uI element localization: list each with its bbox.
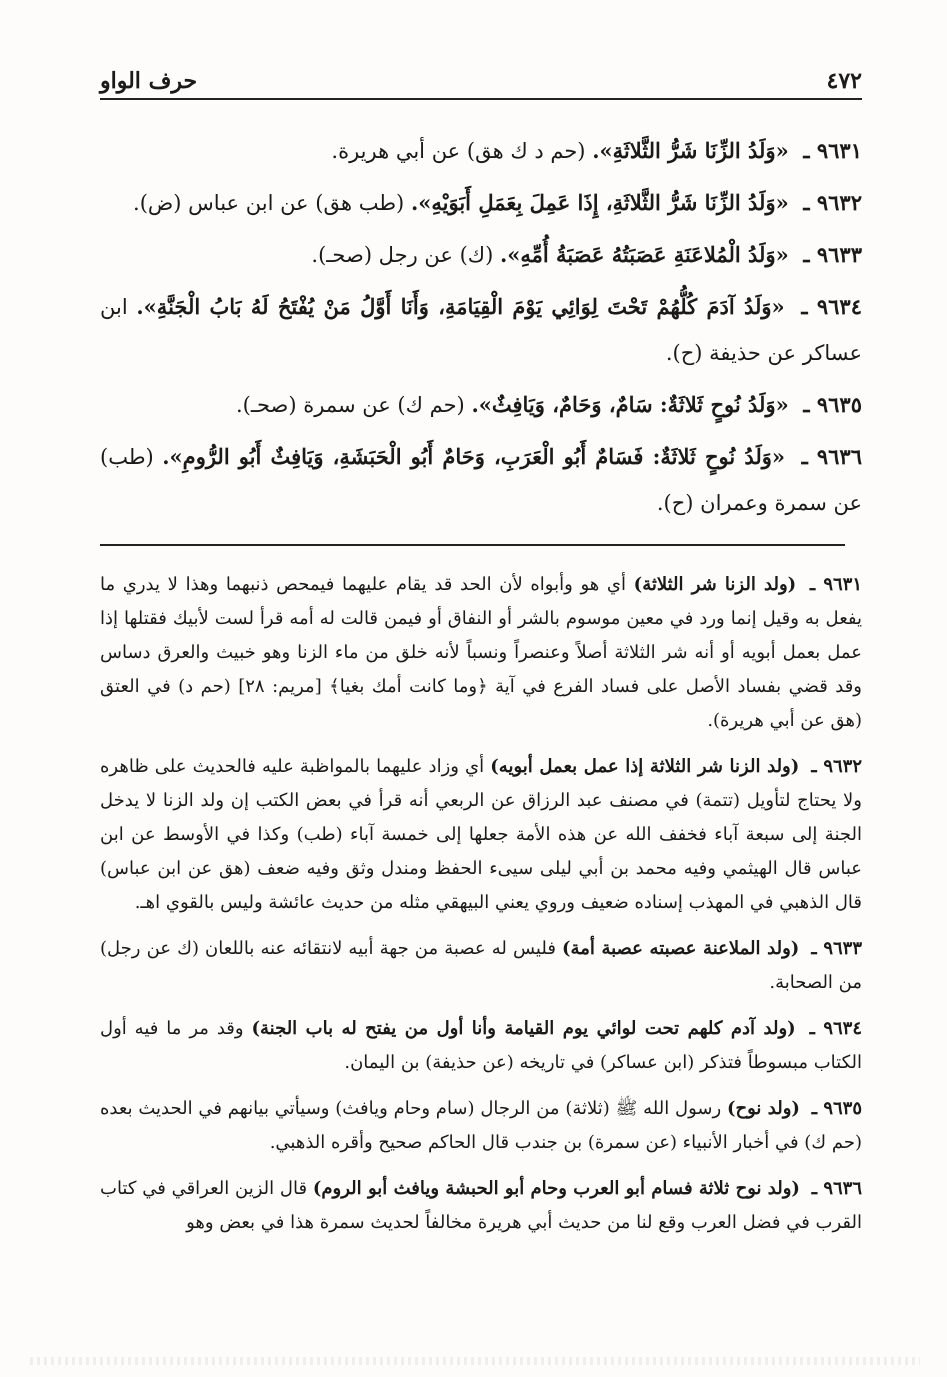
hadith-text: «وَلَدُ نُوحٍ ثَلاثَةٌ: فَسَامٌ أَبُو الْعَرَبِ، وَحَامٌ أَبُو الْحَبَشَةِ، وَيَافِثٌ أَبُو الرُّومِ».: [162, 444, 786, 469]
note-number: ٩٦٣١ ـ: [809, 574, 862, 595]
scan-artifact: [30, 1357, 920, 1365]
hadith-entry: [100, 180, 862, 226]
hadith-entry: [100, 434, 862, 526]
commentary-note: [100, 1092, 862, 1160]
note-lemma: (ولد الملاعنة عصبته عصبة أمة): [562, 938, 800, 959]
note-lemma: (ولد الزنا شر الثلاثة إذا عمل بعمل أبويه): [490, 756, 800, 777]
note-text: رسول الله ﷺ (ثلاثة) من الرجال (سام وحام ويافث) وسيأتي بيانهم في الحديث بعده (حم ك) في أخبار الأنبياء (عن سمرة) بن جندب قال الحاكم صحيح وأقره الذهبي.: [100, 1098, 862, 1153]
note-lemma: (ولد آدم كلهم تحت لوائي يوم القيامة وأنا أول من يفتح له باب الجنة): [251, 1018, 796, 1039]
hadith-number: ٩٦٣٤ ـ: [801, 294, 862, 319]
hadith-text: «وَلَدُ الْمُلاعَنَةِ عَصَبَتُهُ عَصَبَةُ أُمِّهِ».: [499, 242, 789, 267]
hadith-source: (طب هق) عن ابن عباس (ض).: [133, 191, 405, 215]
hadith-source: ابن عساكر عن حذيفة (ح).: [100, 295, 862, 365]
hadith-entry: [100, 232, 862, 278]
note-text: أي هو وأبواه لأن الحد قد يقام عليهما فيمحص ذنبهما وهذا لا يدري ما يفعل به وقيل إنما ورد في معين موسوم بالشر أو النفاق أو فيمن قالت له أمه قرأ لست لأبيك فقتلها إذا عمل بعمل أبويه أو أنه شر الثلاثة أصلاً وعنصراً ونسباً لأنه خلق من ماء الزنا وهو خبيث والعرق دساس وقد قضي بفساد الأصل على فساد الفرع في آية ﴿وما كانت أمك بغيا﴾ [مريم: ٢٨] (حم د) في العتق (هق عن أبي هريرة).: [100, 574, 863, 731]
hadith-list: [100, 128, 862, 526]
commentary-notes: [100, 568, 862, 1240]
note-text: فليس له عصبة من جهة أبيه لانتقائه عنه باللعان (ك عن رجل) من الصحابة.: [100, 938, 862, 993]
hadith-source: (حم ك) عن سمرة (صحـ).: [235, 393, 465, 417]
hadith-source: (ك) عن رجل (صحـ).: [311, 243, 494, 267]
note-text: أي وزاد عليهما بالمواظبة عليه فالحديث على ظاهره ولا يحتاج لتأويل (تتمة) في مصنف عبد الرزاق عن الربعي أنه قرأ في بعض الكتب إن ولد الزنا لا يدخل الجنة إلى سبعة آباء فخفف الله عن هذه الأمة جعلها إلى خمسة آباء (طب) وكذا في الأوسط عن ابن عباس قال الهيثمي وفيه محمد بن أبي ليلى سيىء الحفظ ومندل وثق وفيه ضعف (هق عن ابن عباس) قال الذهبي في المهذب إسناده ضعيف وروي يعني البيهقي مثله من حديث عائشة وليس بالقوي اهـ.: [100, 756, 862, 913]
footnote-divider: [100, 544, 845, 546]
hadith-number: ٩٦٣٢ ـ: [803, 190, 862, 215]
commentary-note: [100, 750, 862, 920]
note-text: قال الزين العراقي في كتاب القرب في فضل العرب وقع لنا من حديث أبي هريرة مخالفاً لحديث سمرة هذا في بعض وهو: [100, 1178, 862, 1233]
hadith-source: (حم د ك هق) عن أبي هريرة.: [331, 139, 586, 163]
page-header: [100, 60, 862, 100]
commentary-note: [100, 1012, 862, 1080]
note-lemma: (ولد نوح ثلاثة فسام أبو العرب وحام أبو الحبشة ويافث أبو الروم): [312, 1178, 800, 1199]
hadith-source: (طب) عن سمرة وعمران (ح).: [100, 445, 862, 515]
hadith-number: ٩٦٣١ ـ: [803, 138, 862, 163]
hadith-number: ٩٦٣٥ ـ: [803, 392, 862, 417]
page-number: ٤٧٢: [826, 68, 862, 94]
book-page: [100, 60, 862, 1252]
note-text: وقد مر ما فيه أول الكتاب مبسوطاً فتذكر (ابن عساكر) في تاريخه (عن حذيفة) بن اليمان.: [100, 1018, 862, 1073]
hadith-text: «وَلَدُ نُوحٍ ثَلاثَةٌ: سَامٌ، وَحَامٌ، وَيَافِثٌ».: [471, 392, 789, 417]
note-number: ٩٦٣٤ ـ: [809, 1018, 862, 1039]
note-number: ٩٦٣٥ ـ: [811, 1098, 862, 1119]
note-lemma: (ولد الزنا شر الثلاثة): [633, 574, 797, 595]
note-number: ٩٦٣٣ ـ: [811, 938, 862, 959]
commentary-note: [100, 932, 862, 1000]
note-number: ٩٦٣٢ ـ: [811, 756, 863, 777]
commentary-note: [100, 1172, 862, 1240]
note-lemma: (ولد نوح): [726, 1098, 800, 1119]
hadith-number: ٩٦٣٦ ـ: [801, 444, 862, 469]
commentary-note: [100, 568, 862, 738]
hadith-entry: [100, 382, 862, 428]
hadith-text: «وَلَدُ الزِّنَا شَرُّ الثَّلاثَةِ».: [592, 138, 789, 163]
hadith-entry: [100, 128, 862, 174]
hadith-text: «وَلَدُ آدَمَ كُلُّهُمْ تَحْتَ لِوَائِي يَوْمَ الْقِيَامَةِ، وَأَنَا أَوَّلُ مَنْ يُفْتَحُ لَهُ بَابُ الْجَنَّةِ».: [136, 294, 785, 319]
hadith-text: «وَلَدُ الزِّنَا شَرُّ الثَّلاثَةِ، إِذَا عَمِلَ بِعَمَلِ أَبَوَيْهِ».: [410, 190, 789, 215]
chapter-title: حرف الواو: [100, 68, 198, 94]
hadith-entry: [100, 284, 862, 376]
note-number: ٩٦٣٦ ـ: [811, 1178, 862, 1199]
hadith-number: ٩٦٣٣ ـ: [803, 242, 862, 267]
